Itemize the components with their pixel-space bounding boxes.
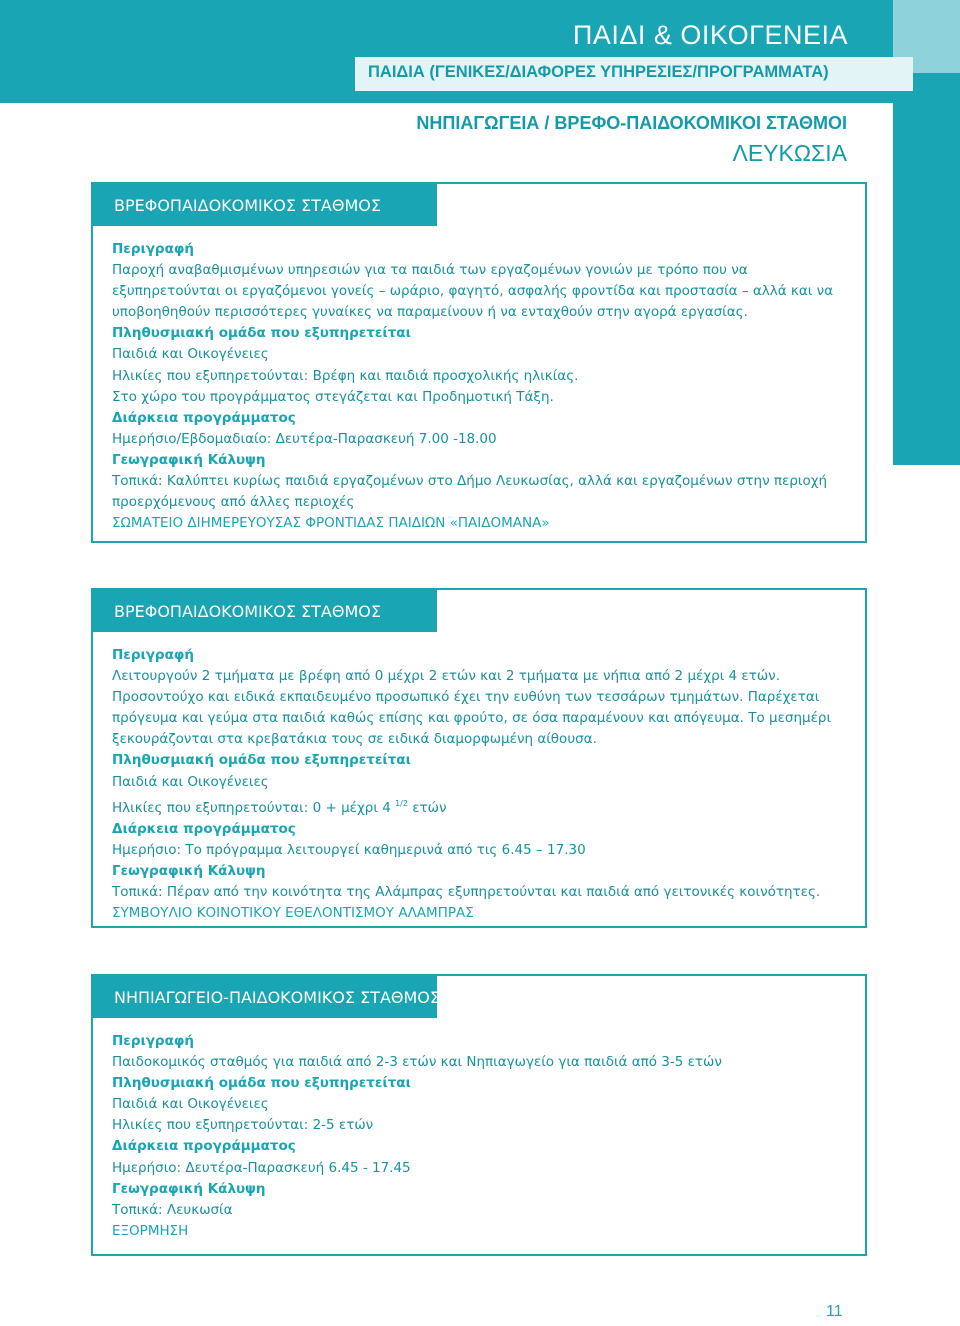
service-card-2 xyxy=(91,588,867,928)
age-suffix: ετών xyxy=(407,799,447,816)
description-heading: Περιγραφή xyxy=(112,241,195,257)
description-line: Λειτουργούν 2 τμήματα με βρέφη από 0 μέχρι 2 ετών και 2 τμήματα με νήπια από 2 μέχρι 4 ετών. xyxy=(112,668,780,685)
description-heading: Περιγραφή xyxy=(112,647,195,663)
section-title: ΠΑΙΔΙ & ΟΙΚΟΓΕΝΕΙΑ xyxy=(572,20,848,50)
target-line: Ηλικίες που εξυπηρετούνται: 2-5 ετών xyxy=(112,1117,374,1134)
card-title: ΒΡΕΦΟΠΑΙΔΟΚΟΜΙΚΟΣ ΣΤΑΘΜΟΣ xyxy=(114,196,381,215)
geo-line: προερχόμενους από άλλες περιοχές xyxy=(112,494,355,511)
page-number: 11 xyxy=(826,1303,843,1320)
description-line: εξυπηρετούνται οι εργαζόμενοι γονείς – ωράριο, φαγητό, ασφαλής φροντίδα και προστασία – αλλά και να xyxy=(112,283,834,300)
duration-line: Ημερήσιο/Εβδομαδιαίο: Δευτέρα-Παρασκευή 7.00 -18.00 xyxy=(112,430,497,447)
age-line xyxy=(112,793,857,819)
age-prefix: Ηλικίες που εξυπηρετούνται: 0 + μέχρι 4 xyxy=(112,799,396,816)
description-line: Προσοντούχο και ειδικά εκπαιδευμένο προσωπικό έχει την ευθύνη των τεσσάρων τμημάτων. Παρέχεται xyxy=(112,689,820,706)
geo-heading: Γεωγραφική Κάλυψη xyxy=(112,451,266,468)
card-body xyxy=(112,239,857,534)
card-title: ΒΡΕΦΟΠΑΙΔΟΚΟΜΙΚΟΣ ΣΤΑΘΜΟΣ xyxy=(114,602,381,621)
card-body xyxy=(112,1031,857,1242)
duration-line: Ημερήσιο: Το πρόγραμμα λειτουργεί καθημερινά από τις 6.45 – 17.30 xyxy=(112,841,586,858)
geo-line: Τοπικά: Καλύπτει κυρίως παιδιά εργαζομένων στο Δήμο Λευκωσίας, αλλά και εργαζομένων στην περιοχή xyxy=(112,473,828,490)
description-line: πρόγευμα και γεύμα στα παιδιά καθώς επίσης και φρούτο, σε όσα παραμένουν και απόγευμα. Το μεσημέρι xyxy=(112,710,832,727)
description-line: Παροχή αναβαθμισμένων υπηρεσιών για τα παιδιά των εργαζομένων γονιών με τρόπο που να xyxy=(112,262,748,279)
duration-heading: Διάρκεια προγράμματος xyxy=(112,409,296,426)
description-line: υποβοηθηθούν περισσότερες γυναίκες να παραμείνουν ή να ενταχθούν στην αγορά εργασίας. xyxy=(112,304,748,321)
organization-name: ΣΥΜΒΟΥΛΙΟ ΚΟΙΝΟΤΙΚΟΥ ΕΘΕΛΟΝΤΙΣΜΟΥ ΑΛΑΜΠΡΑΣ xyxy=(112,905,474,922)
duration-heading: Διάρκεια προγράμματος xyxy=(112,820,296,837)
geo-line: Τοπικά: Πέραν από την κοινότητα της Αλάμπρας εξυπηρετούνται και παιδιά από γειτονικές κοινότητες. xyxy=(112,884,821,901)
duration-heading: Διάρκεια προγράμματος xyxy=(112,1138,296,1155)
card-title: ΝΗΠΙΑΓΩΓΕΙΟ-ΠΑΙΔΟΚΟΜΙΚΟΣ ΣΤΑΘΜΟΣ xyxy=(114,988,440,1007)
age-fraction: 1/2 xyxy=(395,798,408,808)
description-line: ξεκουράζονται στα κρεβατάκια τους σε ειδικά διαμορφωμένη αίθουσα. xyxy=(112,731,597,748)
description-heading: Περιγραφή xyxy=(112,1033,195,1049)
target-line: Παιδιά και Οικογένειες xyxy=(112,1096,269,1113)
organization-name: ΕΞΟΡΜΗΣΗ xyxy=(112,1222,189,1239)
description-line: Παιδοκομικός σταθμός για παιδιά από 2-3 ετών και Νηπιαγωγείο για παιδιά από 3-5 ετών xyxy=(112,1054,722,1071)
card-body xyxy=(112,645,857,924)
duration-line: Ημερήσιο: Δευτέρα-Παρασκευή 6.45 - 17.45 xyxy=(112,1159,411,1176)
target-line: Στο χώρο του προγράμματος στεγάζεται και Προδημοτική Τάξη. xyxy=(112,388,554,405)
geo-heading: Γεωγραφική Κάλυψη xyxy=(112,862,266,879)
target-line: Ηλικίες που εξυπηρετούνται: Βρέφη και παιδιά προσχολικής ηλικίας. xyxy=(112,367,579,384)
target-heading: Πληθυσμιακή ομάδα που εξυπηρετείται xyxy=(112,325,411,342)
target-heading: Πληθυσμιακή ομάδα που εξυπηρετείται xyxy=(112,752,411,769)
target-heading: Πληθυσμιακή ομάδα που εξυπηρετείται xyxy=(112,1075,411,1092)
city-heading: ΛΕΥΚΩΣΙΑ xyxy=(732,140,847,166)
organization-name: ΣΩΜΑΤΕΙΟ ΔΙΗΜΕΡΕΥΟΥΣΑΣ ΦΡΟΝΤΙΔΑΣ ΠΑΙΔΙΩΝ «ΠΑΙΔΟΜΑΝΑ» xyxy=(112,515,550,532)
geo-line: Τοπικά: Λευκωσία xyxy=(112,1201,233,1218)
target-line: Παιδιά και Οικογένειες xyxy=(112,346,269,363)
service-card-1 xyxy=(91,182,867,543)
service-card-3 xyxy=(91,974,867,1256)
target-line: Παιδιά και Οικογένειες xyxy=(112,773,269,790)
geo-heading: Γεωγραφική Κάλυψη xyxy=(112,1180,266,1197)
section-subtitle: ΠΑΙΔΙΑ (ΓΕΝΙΚΕΣ/ΔΙΑΦΟΡΕΣ ΥΠΗΡΕΣΙΕΣ/ΠΡΟΓΡΑΜΜΑΤΑ) xyxy=(368,63,829,81)
category-heading: ΝΗΠΙΑΓΩΓΕΙΑ / ΒΡΕΦΟ-ΠΑΙΔΟΚΟΜΙΚΟΙ ΣΤΑΘΜΟΙ xyxy=(416,113,847,133)
